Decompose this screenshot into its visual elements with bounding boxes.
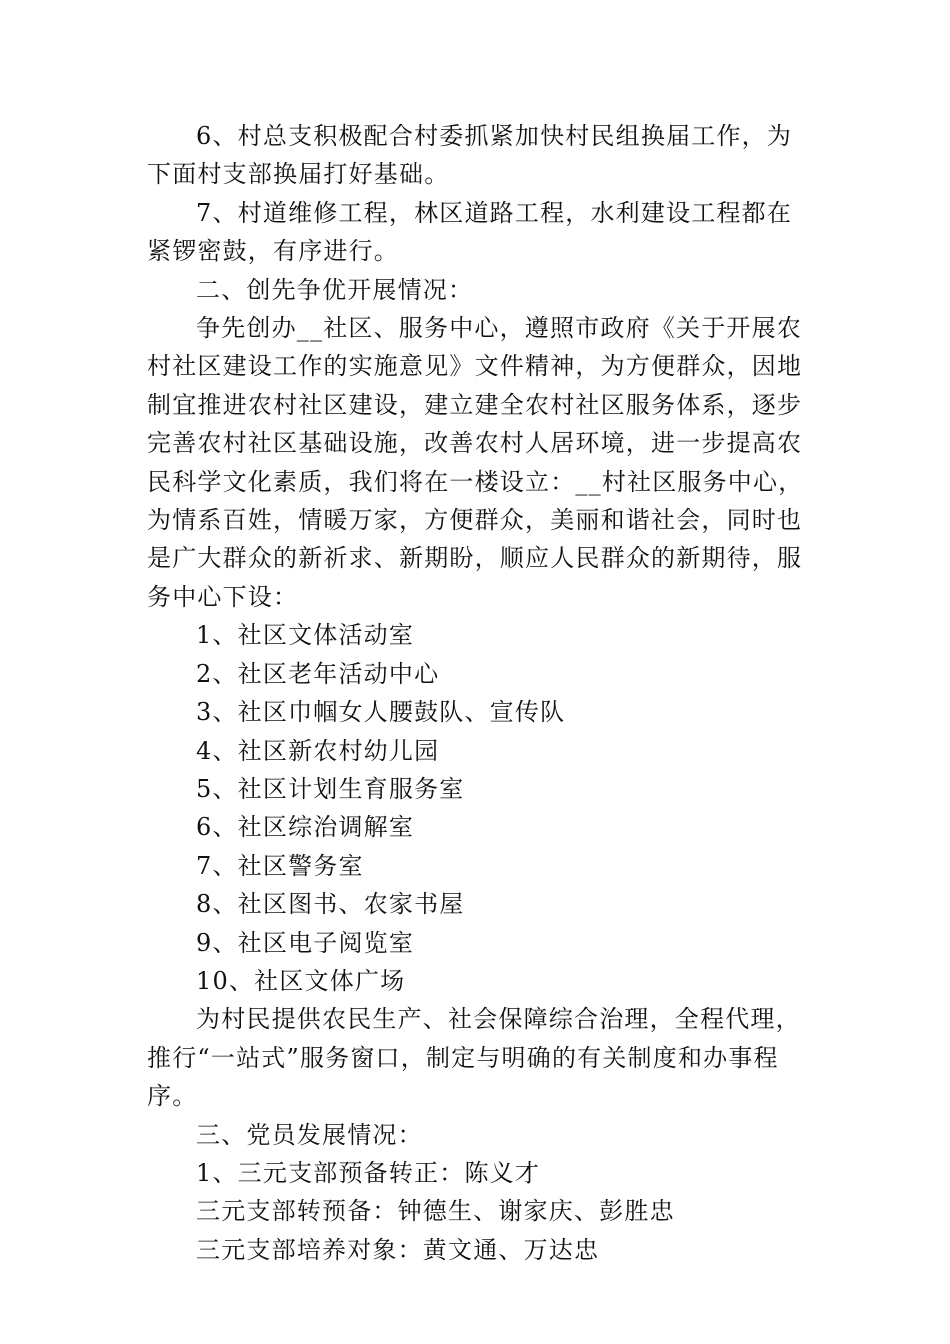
list-item-2: 2、社区老年活动中心 <box>196 659 440 688</box>
paragraph-one-stop-service: 为村民提供农民生产、社会保障综合治理，全程代理，推行“一站式”服务窗口，制定与明确的有关制度和办事程序。 <box>147 1005 801 1111</box>
list-item-5: 5、社区计划生育服务室 <box>196 774 465 803</box>
section-heading-3: 三、党员发展情况： <box>196 1120 423 1149</box>
list-item-8: 8、社区图书、农家书屋 <box>196 890 465 919</box>
list-item-3: 3、社区巾帼女人腰鼓队、宣传队 <box>196 698 566 727</box>
list-item-1: 1、社区文体活动室 <box>196 621 415 650</box>
section-heading-2: 二、创先争优开展情况： <box>196 275 474 304</box>
paragraph-item-7-roads: 7、村道维修工程，林区道路工程，水利建设工程都在紧锣密鼓，有序进行。 <box>147 198 793 266</box>
list-item-7: 7、社区警务室 <box>196 851 364 880</box>
paragraph-item-6-election: 6、村总支积极配合村委抓紧加快村民组换届工作，为下面村支部换届打好基础。 <box>147 122 793 189</box>
list-item-4: 4、社区新农村幼儿园 <box>196 736 440 765</box>
member-item-preparatory: 三元支部转预备：钟德生、谢家庆、彭胜忠 <box>196 1197 675 1226</box>
paragraph-community-center: 争先创办__社区、服务中心，遵照市政府《关于开展农村社区建设工作的实施意见》文件精神，为方便群众，因地制宜推进农村社区建设，建立建全农村社区服务体系，逐步完善农村社区基础设施，改善农村人居环境，进一步提高农民科学文化素质，我们将在一楼设立：__村社区服务中心，为情系百姓，情暖万家，方便群众，美丽和谐社会，同时也是广大群众的新祈求、新期盼，顺应人民群众的新期待，服务中心下设： <box>147 314 804 611</box>
list-item-6: 6、社区综治调解室 <box>196 813 415 842</box>
list-item-10: 10、社区文体广场 <box>196 966 406 995</box>
list-item-9: 9、社区电子阅览室 <box>196 928 415 957</box>
member-item-probation: 1、三元支部预备转正：陈义才 <box>196 1158 541 1187</box>
member-item-training: 三元支部培养对象：黄文通、万达忠 <box>196 1235 600 1264</box>
